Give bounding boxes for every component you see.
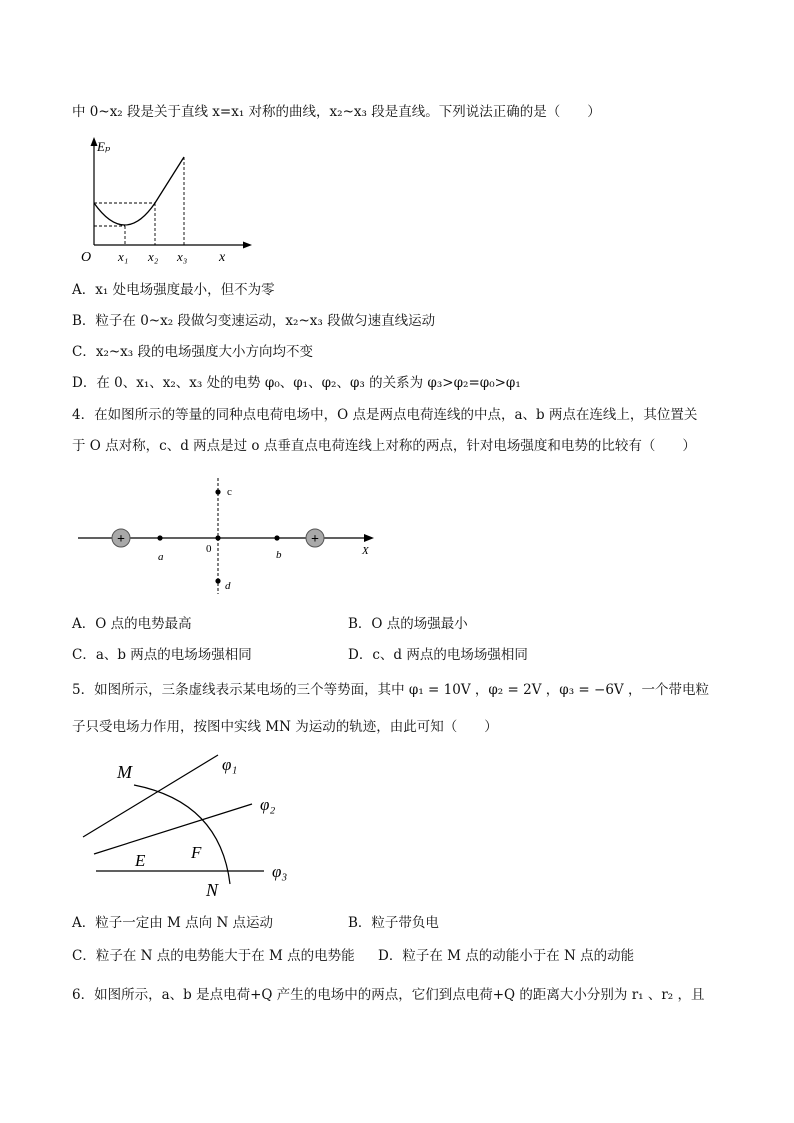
label-o: 0: [206, 543, 212, 555]
label-x-axis: X: [362, 545, 369, 557]
q5-option-b: B．粒子带负电: [348, 915, 439, 931]
q4-stem-line1: 4．在如图所示的等量的同种点电荷电场中，O 点是两点电荷连线的中点，a、b 两点在连线上，其位置关: [72, 407, 698, 423]
label-phi3: φ₃: [272, 862, 288, 881]
point-a: [157, 535, 162, 540]
label-n: N: [206, 880, 219, 900]
q5-stem-line1: 5．如图所示，三条虚线表示某电场的三个等势面，其中 φ₁ = 10V ，φ₂ = 2V ，φ₃ = −6V ，一个带电粒: [72, 682, 709, 698]
q3-option-a: A．x₁ 处电场强度最小，但不为零: [72, 282, 275, 298]
q3-stem: 中 0~x₂ 段是关于直线 x=x₁ 对称的曲线，x₂~x₃ 段是直线。下列说法正确的是（ ）: [72, 104, 601, 120]
q5-option-a: A．粒子一定由 M 点向 N 点运动: [72, 915, 274, 931]
q3-ep-graph: [78, 135, 258, 265]
q4-stem-line2: 于 O 点对称，c、d 两点是过 o 点垂直点电荷连线上对称的两点，针对电场强度和电势的比较有（ ）: [72, 438, 696, 454]
q5-option-c: C．粒子在 N 点的电势能大于在 M 点的电势能: [72, 948, 355, 964]
label-a: a: [158, 551, 164, 563]
tick-x1: x₁: [118, 249, 129, 264]
ep-line: [155, 157, 184, 203]
label-m: M: [117, 762, 132, 782]
label-e: E: [135, 851, 146, 870]
label-phi2: φ₂: [260, 795, 276, 814]
charge-axis-arrow: [364, 534, 374, 542]
label-c: c: [227, 486, 232, 498]
x-axis-arrow: [243, 242, 252, 249]
label-b: b: [276, 549, 282, 561]
tick-x2: x₂: [148, 249, 159, 264]
q4-option-b: B．O 点的场强最小: [348, 616, 468, 632]
q5-stem-line2: 子只受电场力作用，按图中实线 MN 为运动的轨迹，由此可知（ ）: [72, 719, 498, 735]
x-axis-label: x: [219, 250, 226, 265]
point-d: [215, 578, 220, 583]
label-phi1: φ₁: [222, 755, 238, 774]
tick-x3: x₃: [177, 249, 188, 264]
q3-option-b: B．粒子在 0~x₂ 段做匀变速运动，x₂~x₃ 段做匀速直线运动: [72, 313, 436, 329]
charge-left-sign: +: [117, 532, 125, 547]
point-o: [215, 535, 220, 540]
q4-option-d: D．c、d 两点的电场场强相同: [348, 647, 528, 663]
q5-option-d: D．粒子在 M 点的动能小于在 N 点的动能: [378, 948, 635, 964]
point-c: [215, 489, 220, 494]
trajectory-mn: [134, 785, 230, 884]
q3-option-c: C．x₂~x₃ 段的电场强度大小方向均不变: [72, 344, 313, 360]
y-axis-label: Eₚ: [97, 139, 111, 154]
label-d: d: [225, 580, 231, 592]
equipotential-1: [83, 755, 218, 837]
point-b: [274, 535, 279, 540]
ep-curve: [94, 203, 155, 225]
q4-option-a: A．O 点的电势最高: [72, 616, 192, 632]
q4-charge-figure: [76, 474, 386, 599]
q5-equipotential-figure: [80, 752, 310, 902]
origin-label: O: [81, 250, 92, 265]
q6-stem: 6．如图所示，a、b 是点电荷+Q 产生的电场中的两点，它们到点电荷+Q 的距离大小分别为 r₁ 、r₂ ，且: [72, 987, 705, 1003]
equipotential-2: [94, 804, 252, 854]
q4-option-c: C．a、b 两点的电场场强相同: [72, 647, 252, 663]
label-f: F: [191, 843, 202, 862]
q3-option-d: D．在 0、x₁、x₂、x₃ 处的电势 φ₀、φ₁、φ₂、φ₃ 的关系为 φ₃>φ₂=φ₀>φ₁: [72, 375, 521, 391]
charge-right-sign: +: [311, 532, 319, 547]
